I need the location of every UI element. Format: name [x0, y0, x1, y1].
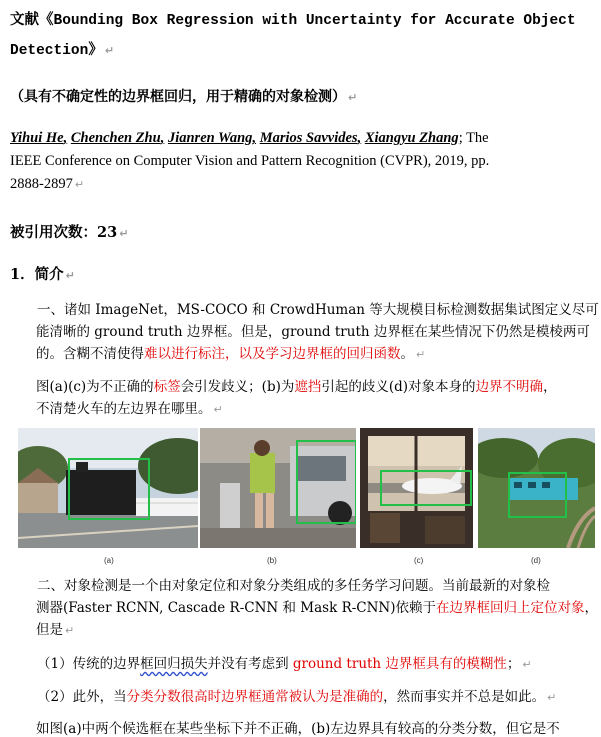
highlight-text: 在边界框回归上定位对象 [436, 600, 585, 616]
para2-line2: 不清楚火车的左边界在哪里。 ↵ [36, 401, 223, 417]
bounding-box [68, 458, 150, 520]
figure-image-d [478, 428, 595, 548]
figure-caption-c: (c) [414, 556, 424, 565]
point-2: （2）此外，当分类分数很高时边界框通常被认为是准确的，然而事实并不总是如此。 ↵ [37, 689, 557, 705]
highlight-text: 遮挡 [294, 379, 322, 395]
return-mark-icon: ↵ [416, 348, 426, 361]
section-heading-intro: 1．简介 ↵ [10, 266, 75, 283]
title-line-2 [10, 38, 595, 59]
author: Yihui He [10, 130, 64, 146]
subtitle: （具有不确定性的边界框回归，用于精确的对象检测） ↵ [10, 89, 358, 105]
return-mark-icon: ↵ [74, 178, 85, 191]
author: Jianren Wang [167, 130, 253, 146]
return-mark-icon: ↵ [348, 91, 358, 104]
pages-line: 2888-2897 ↵ [10, 176, 85, 192]
return-mark-icon: ↵ [65, 624, 75, 637]
figure-caption-b: (b) [267, 556, 277, 565]
para4-line1: 如图(a)中两个候选框在某些坐标下并不正确，(b)左边界具有较高的分类分数，但它是不 [36, 721, 560, 737]
para1-line1: 一、诸如 ImageNet，MS-COCO 和 CrowdHuman 等大规模目标检测数据集试图定义尽可 [37, 302, 599, 318]
author: Xiangyu Zhang [364, 130, 459, 146]
figure-image-c [360, 428, 473, 548]
para1-line3: 的。含糊不清使得难以进行标注，以及学习边界框的回归函数。 ↵ [36, 346, 426, 362]
para1-line2: 能清晰的 ground truth 边界框。但是，ground truth 边界框在某些情况下仍然是模棱两可 [36, 324, 590, 340]
para3-line3: 但是 ↵ [36, 622, 75, 638]
highlight-text: 分类分数很高时边界框通常被认为是准确的 [126, 689, 384, 705]
highlight-text: 难以进行标注，以及学习边界框的回归函数 [144, 346, 401, 362]
figure-caption-a: (a) [104, 556, 114, 565]
bounding-box [508, 472, 567, 518]
venue-line: IEEE Conference on Computer Vision and Pattern Recognition (CVPR), 2019, pp. [10, 153, 490, 169]
highlight-text: 边界不明确 [475, 379, 544, 395]
figure-image-b [200, 428, 356, 548]
figure-image-a [18, 428, 198, 548]
return-mark-icon: ↵ [522, 658, 532, 671]
para2-line1: 图(a)(c)为不正确的标签会引发歧义；(b)为遮挡引起的歧义(d)对象本身的边界不明确， [36, 379, 557, 395]
return-mark-icon: ↵ [213, 403, 223, 416]
author: Marios Savvides [259, 130, 358, 146]
author-line: Yihui He, Chenchen Zhu, Jianren Wang, Marios Savvides, Xiangyu Zhang; The [10, 130, 489, 146]
return-mark-icon: ↵ [119, 227, 129, 240]
return-mark-icon: ↵ [104, 44, 115, 57]
bounding-box [380, 470, 472, 506]
para3-line2: 测器(Faster RCNN, Cascade R-CNN 和 Mask R-CNN)依赖于在边界框回归上定位对象， [36, 600, 599, 616]
para3-line1: 二、对象检测是一个由对象定位和对象分类组成的多任务学习问题。当前最新的对象检 [37, 578, 550, 594]
highlight-text: 标签 [153, 379, 181, 395]
figure-caption-d: (d) [531, 556, 541, 565]
return-mark-icon: ↵ [547, 691, 557, 704]
title-text-2: Detection》 [10, 43, 103, 59]
point-1: （1）传统的边界框回归损失并没有考虑到 ground truth 边界框具有的模糊性； ↵ [37, 656, 532, 672]
figure-ambiguity-examples [18, 428, 595, 550]
venue-suffix: ; The [458, 130, 489, 146]
highlight-text: ground truth 边界框具有的模糊性 [292, 656, 507, 672]
title-text-1: 文献《Bounding Box Regression with Uncertainty for Accurate Object [10, 13, 576, 29]
citation-count: 被引用次数：23 ↵ [10, 224, 129, 241]
author: Chenchen Zhu [70, 130, 161, 146]
bounding-box [296, 440, 356, 524]
return-mark-icon: ↵ [65, 269, 75, 282]
title-line-1 [10, 8, 595, 29]
